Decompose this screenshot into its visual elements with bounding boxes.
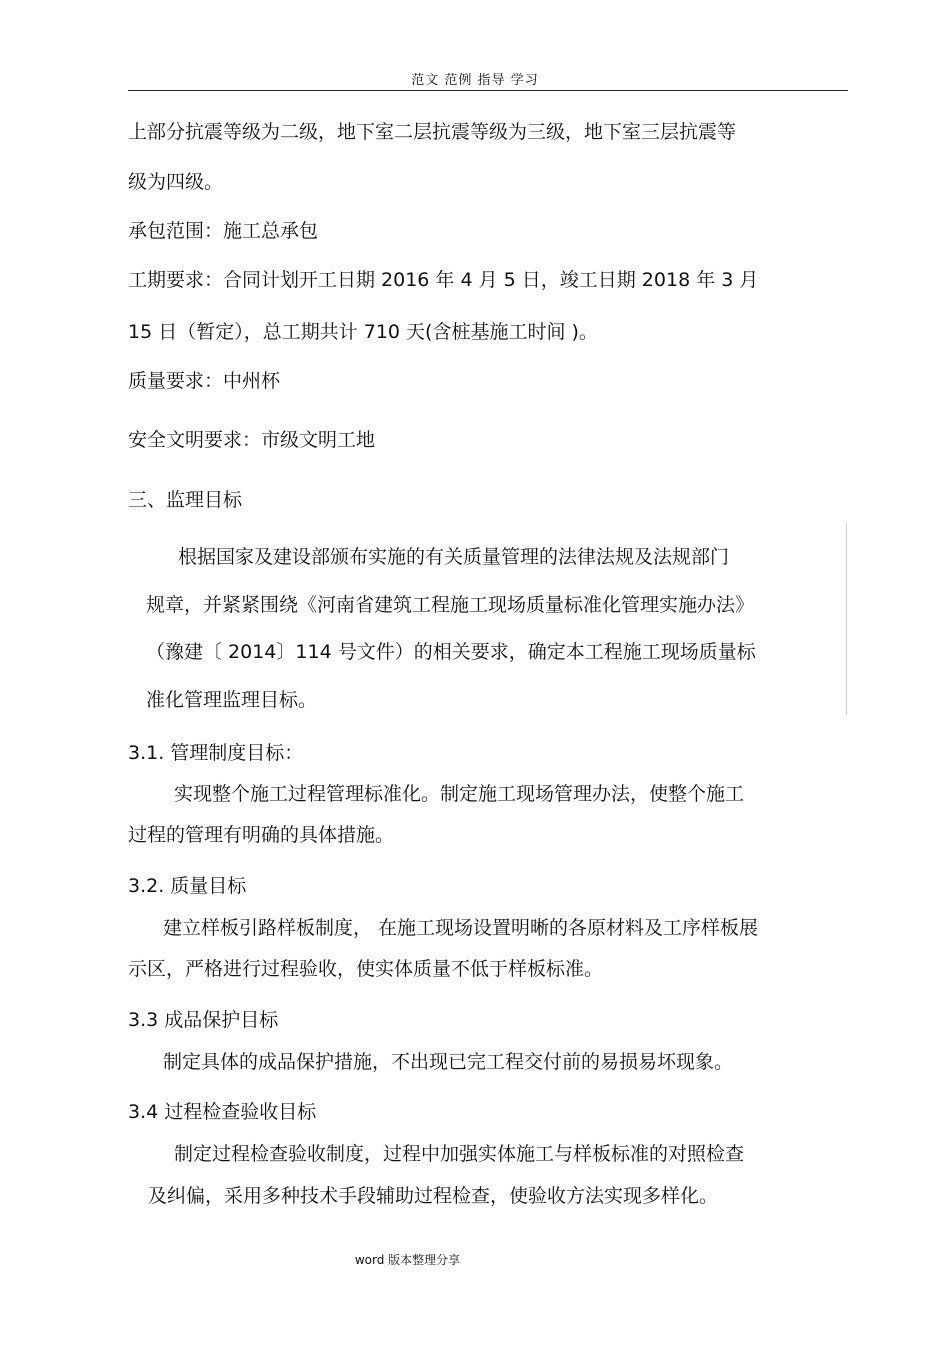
page-header: 范文 范例 指导 学习: [411, 73, 539, 88]
paragraph-line: 过程的管理有明确的具体措施。: [128, 824, 395, 846]
contract-scope-line: 承包范围：施工总承包: [128, 220, 319, 242]
paragraph-line: 级为四级。: [128, 171, 224, 193]
schedule-line: 15 日（暂定），总工期共计 710 天(含桩基施工时间 )。: [128, 321, 598, 343]
margin-line: [846, 523, 847, 715]
paragraph-line: 制定具体的成品保护措施，不出现已完工程交付前的易损易坏现象。: [163, 1051, 734, 1073]
subsection-heading: 3.2. 质量目标: [128, 875, 247, 897]
paragraph-line: 制定过程检查验收制度，过程中加强实体施工与样板标准的对照检查: [174, 1143, 745, 1165]
subsection-heading: 3.4 过程检查验收目标: [128, 1101, 317, 1123]
paragraph-line: 及纠偏，采用多种技术手段辅助过程检查，使验收方法实现多样化。: [148, 1185, 719, 1207]
page-footer: word 版本整理分享: [354, 1253, 461, 1267]
paragraph-line: 准化管理监理目标。: [146, 689, 318, 711]
section-heading: 三、监理目标: [128, 489, 243, 511]
header-divider: [128, 90, 848, 91]
paragraph-line: 规章，并紧紧围绕《河南省建筑工程施工现场质量标准化管理实施办法》: [146, 594, 755, 616]
safety-requirement-line: 安全文明要求：市级文明工地: [128, 429, 376, 451]
schedule-line: 工期要求：合同计划开工日期 2016 年 4 月 5 日，竣工日期 2018 年 3 月: [128, 269, 759, 291]
subsection-heading: 3.3 成品保护目标: [128, 1009, 279, 1031]
paragraph-line: 上部分抗震等级为二级，地下室二层抗震等级为三级，地下室三层抗震等: [128, 121, 737, 143]
quality-requirement-line: 质量要求：中州杯: [128, 370, 281, 392]
paragraph-line: 建立样板引路样板制度， 在施工现场设置明晰的各原材料及工序样板展: [163, 917, 759, 939]
paragraph-line: 实现整个施工过程管理标准化。制定施工现场管理办法，使整个施工: [174, 783, 745, 805]
subsection-heading: 3.1. 管理制度目标：: [128, 742, 304, 764]
paragraph-line: （豫建〔 2014〕114 号文件）的相关要求，确定本工程施工现场质量标: [146, 641, 756, 663]
paragraph-line: 根据国家及建设部颁布实施的有关质量管理的法律法规及法规部门: [178, 546, 730, 568]
paragraph-line: 示区，严格进行过程验收，使实体质量不低于样板标准。: [128, 958, 604, 980]
